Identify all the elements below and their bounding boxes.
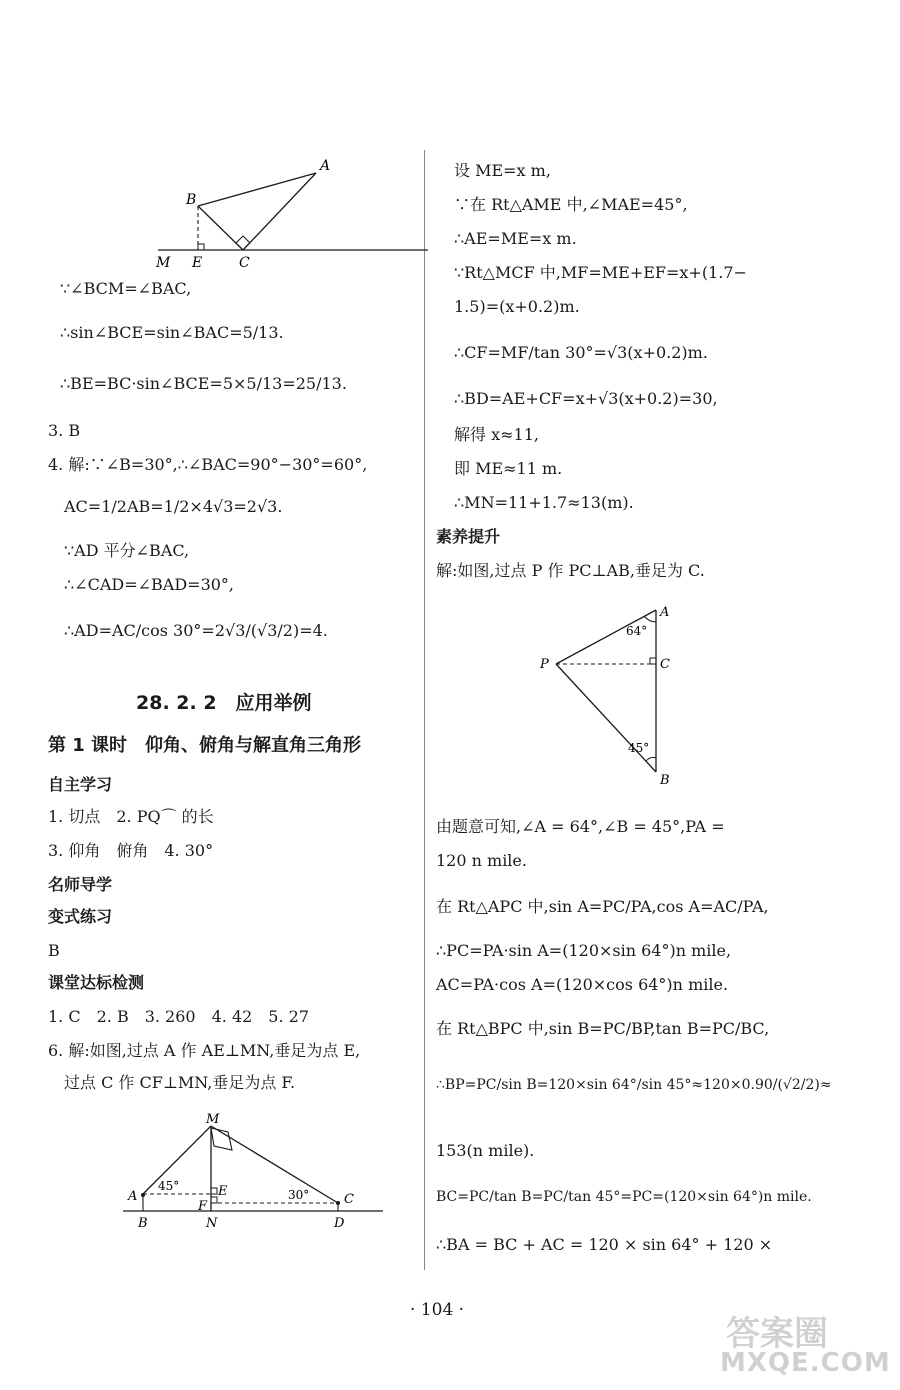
label-e: E bbox=[192, 255, 203, 270]
text-line: ∴CF=MF/tan 30°=√3(x+0.2)m. bbox=[454, 343, 708, 362]
text-line: 解得 x≈11, bbox=[454, 425, 539, 444]
heading-bianshi: 变式练习 bbox=[48, 907, 113, 926]
lesson-title: 第 1 课时 仰角、俯角与解直角三角形 bbox=[48, 735, 362, 756]
text-line: AC=1/2AB=1/2×4√3=2√3. bbox=[64, 497, 283, 516]
label-a: A bbox=[660, 605, 670, 620]
label-a: A bbox=[128, 1189, 138, 1204]
label-c: C bbox=[344, 1192, 354, 1207]
angle-64: 64° bbox=[626, 624, 648, 638]
angle-45: 45° bbox=[158, 1179, 180, 1193]
text-line: ∵AD 平分∠BAC, bbox=[64, 541, 190, 560]
text-line: ∵Rt△MCF 中,MF=ME+EF=x+(1.7− bbox=[454, 263, 747, 282]
watermark-logo bbox=[716, 1304, 891, 1382]
label-f: F bbox=[198, 1199, 208, 1214]
text-line: 解:如图,过点 P 作 PC⊥AB,垂足为 C. bbox=[436, 561, 705, 580]
text-line: 153(n mile). bbox=[436, 1141, 535, 1160]
text-line: 由题意可知,∠A = 64°,∠B = 45°,PA = bbox=[436, 817, 725, 836]
text-line: AC=PA·cos A=(120×cos 64°)n mile. bbox=[436, 975, 729, 994]
text-line: ∴PC=PA·sin A=(120×sin 64°)n mile, bbox=[436, 941, 732, 960]
text-line: ∴BP=PC/sin B=120×sin 64°/sin 45°≈120×0.90/(√2/2)≈ bbox=[436, 1077, 832, 1093]
heading-zizhu: 自主学习 bbox=[48, 775, 113, 794]
text-line: 即 ME≈11 m. bbox=[454, 459, 563, 478]
label-n: N bbox=[206, 1216, 218, 1231]
text-line: ∴AD=AC/cos 30°=2√3/(√3/2)=4. bbox=[64, 621, 328, 640]
text-line: ∴BA = BC + AC = 120 × sin 64° + 120 × bbox=[436, 1235, 773, 1254]
answer-4: 4. 解:∵∠B=30°,∴∠BAC=90°−30°=60°, bbox=[48, 455, 368, 474]
label-c: C bbox=[660, 657, 670, 672]
answer-6: 6. 解:如图,过点 A 作 AE⊥MN,垂足为点 E, bbox=[48, 1041, 361, 1060]
heading-ketang: 课堂达标检测 bbox=[48, 973, 145, 992]
text-line: 在 Rt△BPC 中,sin B=PC/BP,tan B=PC/BC, bbox=[436, 1019, 770, 1038]
answer-line: 1. 切点 2. PQ⌒ 的长 bbox=[48, 807, 214, 826]
page-number: · 104 · bbox=[410, 1300, 465, 1320]
text-line: ∴∠CAD=∠BAD=30°, bbox=[64, 575, 235, 594]
text-line: ∴sin∠BCE=sin∠BAC=5/13. bbox=[60, 323, 284, 342]
label-m: M bbox=[156, 255, 171, 270]
section-title: 28. 2. 2 应用举例 bbox=[136, 692, 312, 714]
answer-line: 1. C 2. B 3. 260 4. 42 5. 27 bbox=[48, 1007, 310, 1026]
label-b: B bbox=[138, 1216, 148, 1231]
text-line: 设 ME=x m, bbox=[454, 161, 551, 180]
text-line: BC=PC/tan B=PC/tan 45°=PC=(120×sin 64°)n mile. bbox=[436, 1189, 812, 1205]
text-line: ∴BE=BC·sin∠BCE=5×5/13=25/13. bbox=[60, 374, 347, 393]
text-line: 过点 C 作 CF⊥MN,垂足为点 F. bbox=[64, 1073, 296, 1092]
label-b: B bbox=[186, 192, 197, 208]
figure-triangle-apc bbox=[536, 600, 716, 795]
label-c: C bbox=[239, 255, 250, 270]
column-divider bbox=[424, 150, 425, 1270]
figure-flagpole bbox=[118, 1110, 408, 1245]
label-p: P bbox=[540, 657, 549, 672]
label-a: A bbox=[320, 158, 331, 174]
answer-line: B bbox=[48, 941, 60, 960]
heading-suyang: 素养提升 bbox=[436, 527, 501, 546]
watermark-text: 答案圈 bbox=[726, 1314, 828, 1354]
text-line: 120 n mile. bbox=[436, 851, 527, 870]
heading-mingshi: 名师导学 bbox=[48, 875, 113, 894]
angle-45: 45° bbox=[628, 741, 650, 755]
text-line: ∴BD=AE+CF=x+√3(x+0.2)=30, bbox=[454, 389, 718, 408]
label-d: D bbox=[334, 1216, 345, 1231]
figure-triangle-abc bbox=[148, 155, 448, 270]
label-b: B bbox=[660, 773, 670, 788]
watermark-url: MXQE.COM bbox=[720, 1348, 891, 1378]
answer-line: 3. 仰角 俯角 4. 30° bbox=[48, 841, 214, 860]
label-e: E bbox=[218, 1184, 228, 1199]
answer-3: 3. B bbox=[48, 421, 81, 440]
text-line: ∴AE=ME=x m. bbox=[454, 229, 577, 248]
text-line: ∵∠BCM=∠BAC, bbox=[60, 279, 192, 298]
text-line: ∵在 Rt△AME 中,∠MAE=45°, bbox=[454, 195, 688, 214]
text-line: 1.5)=(x+0.2)m. bbox=[454, 297, 580, 316]
angle-30: 30° bbox=[288, 1188, 310, 1202]
text-line: 在 Rt△APC 中,sin A=PC/PA,cos A=AC/PA, bbox=[436, 897, 769, 916]
text-line: ∴MN=11+1.7≈13(m). bbox=[454, 493, 634, 512]
label-m: M bbox=[206, 1112, 220, 1127]
